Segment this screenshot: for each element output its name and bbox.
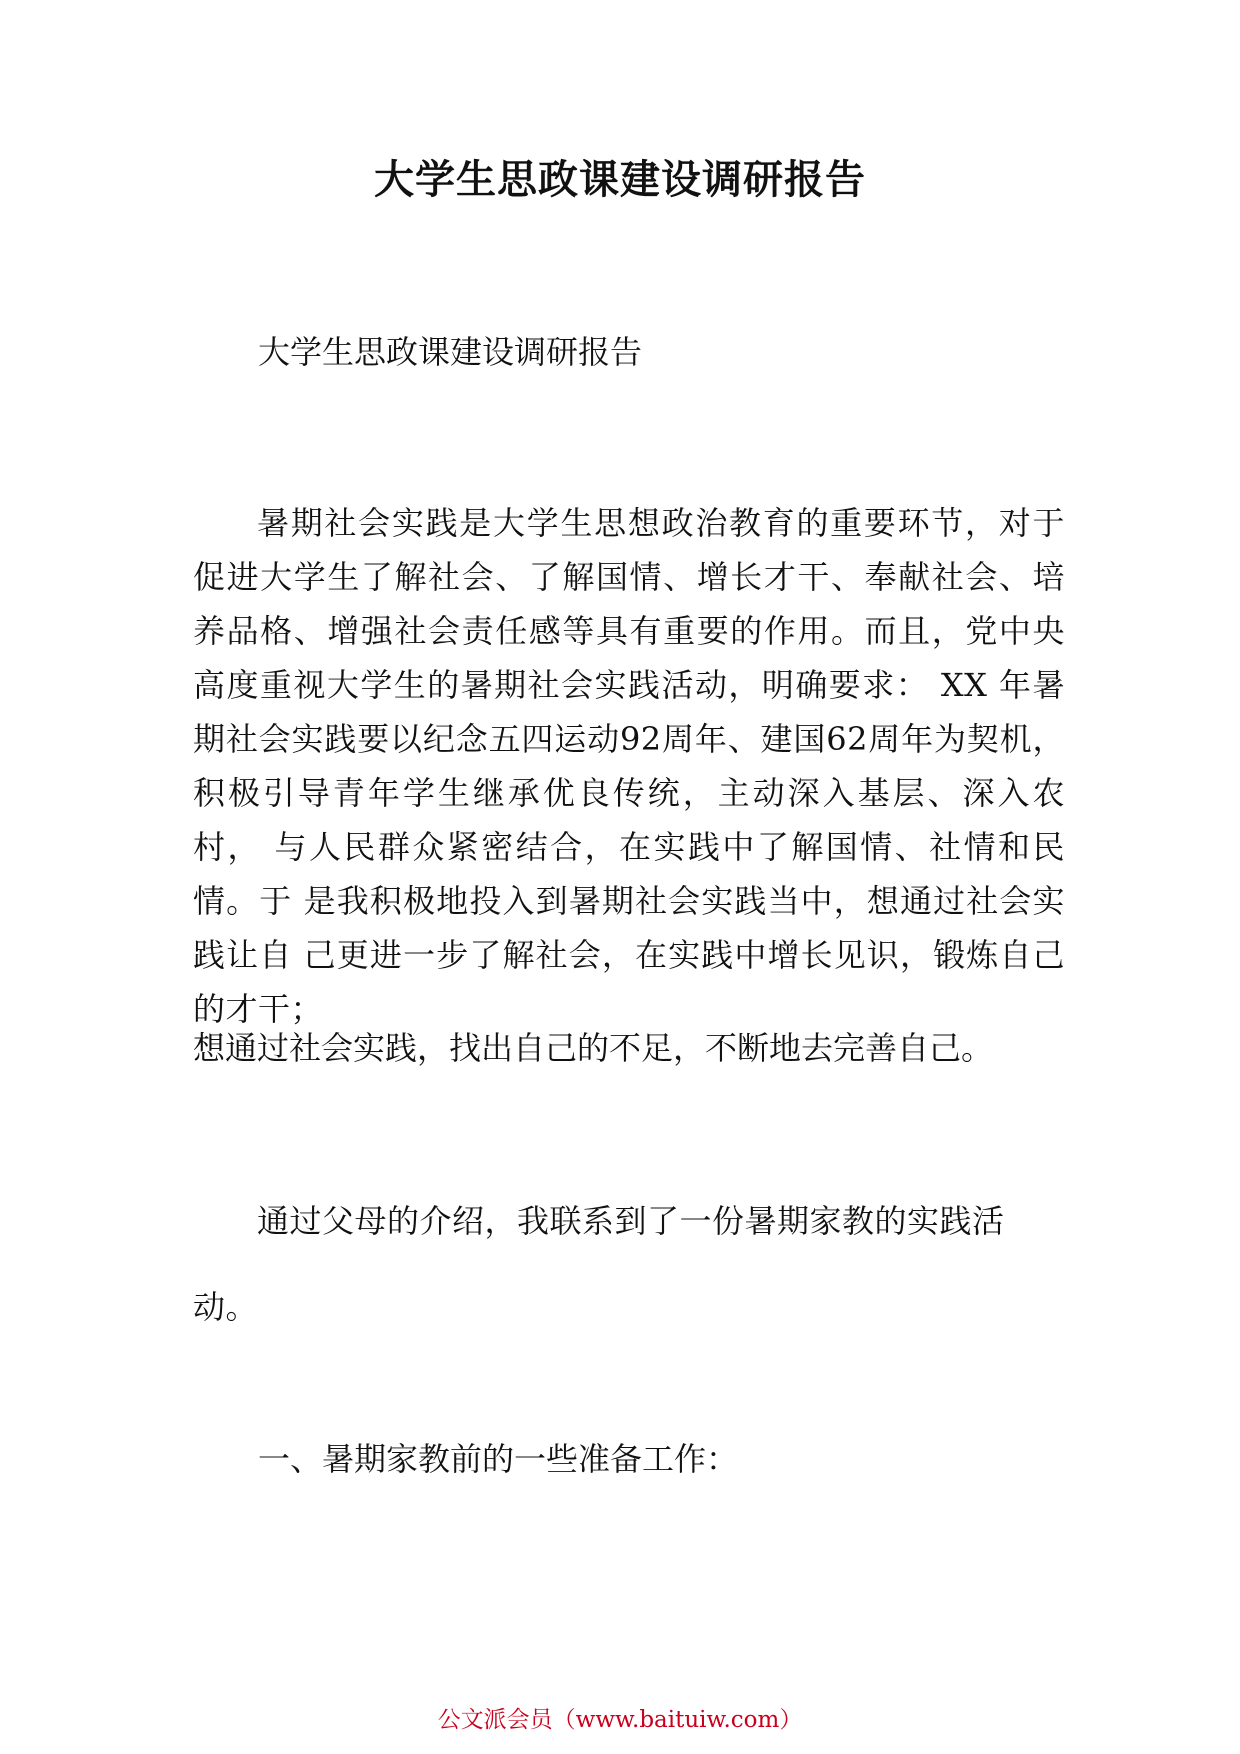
continuation-paragraph: 想通过社会实践，找出自己的不足，不断地去完善自己。 [193, 1029, 994, 1067]
footer-watermark: 公文派会员（www.baituiw.com） [437, 1707, 803, 1733]
section-heading: 一、暑期家教前的一些准备工作： [258, 1440, 739, 1478]
document-subtitle: 大学生思政课建设调研报告 [258, 333, 643, 371]
document-title: 大学生思政课建设调研报告 [374, 157, 866, 203]
intro-paragraph: 暑期社会实践是大学生思想政治教育的重要环节，对于促进大学生了解社会、了解国情、增长才干、奉献社会、培养品格、增强社会责任感等具有重要的作用。而且，党中央高度重视大学生的暑期社会实践活动，明确要求： XX 年暑期社会实践要以纪念五四运动92周年、建国62周年为契机， 积极引导青年学生继承优良传统，主动深入基层、深入农村， 与人民群众紧密结合，在实践中了解国情、社情和民情。于 是我积极地投入到暑期社会实践当中，想通过社会实践让自 己更进一步了解社会，在实践中增长见识，锻炼自己的才干； [193, 504, 1065, 1028]
family-tutoring-paragraph: 通过父母的介绍，我联系到了一份暑期家教的实践活动。 [193, 1202, 1005, 1326]
